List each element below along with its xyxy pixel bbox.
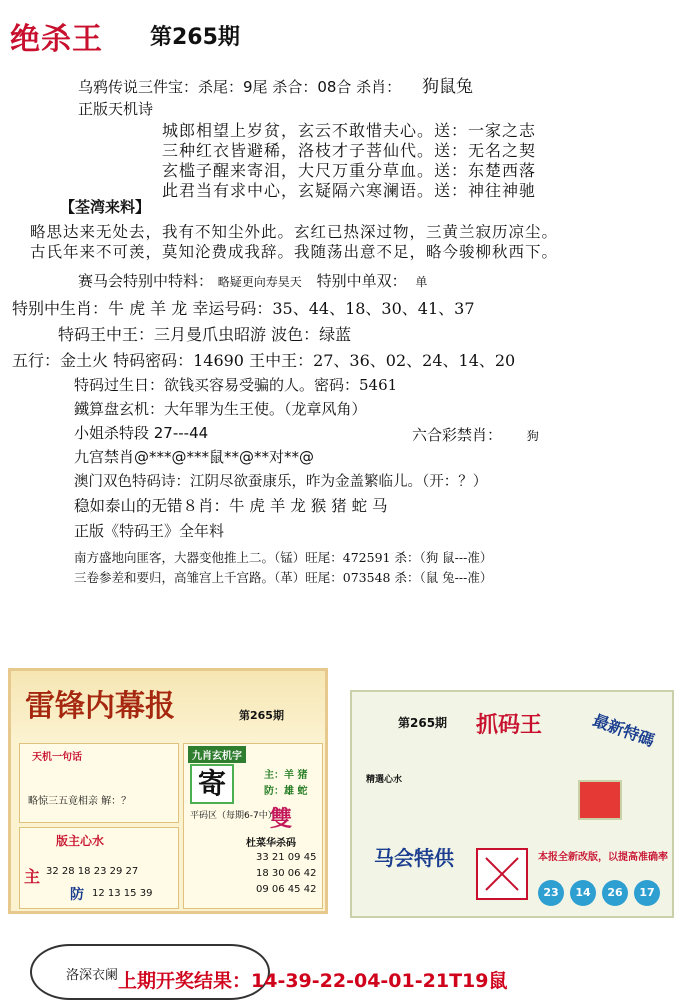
ball-2: 14 xyxy=(570,880,596,906)
zhuama-panel xyxy=(350,690,674,918)
ball-4: 17 xyxy=(634,880,660,906)
ball-3: 26 xyxy=(602,880,628,906)
big-char: 寄 xyxy=(190,764,234,804)
shuangxin-title: 版主心水 xyxy=(56,834,105,848)
defend-nums: 12 13 15 39 xyxy=(92,888,153,899)
poem-line-4: 此君当有求中心，玄疑隔六寒澜语。送：神往神驰 xyxy=(162,181,537,200)
main-nums: 32 28 18 23 29 27 xyxy=(46,866,139,877)
zhuama-title: 抓码王 xyxy=(476,712,543,738)
horse-special-value: 略疑更向寿昊天 xyxy=(217,275,302,289)
cross-box-icon xyxy=(476,848,528,900)
new-label: 本报全新改版，以提高准确率 xyxy=(538,852,668,863)
palace-ban-line: 九宫禁肖@***@***鼠**@**对**@ xyxy=(74,448,315,466)
source-text-1: 略思达来无处去，我有不知尘外此。玄红已热深过物，三黄兰寂历凉尘。 xyxy=(30,223,559,241)
shuangxin-box xyxy=(19,827,179,909)
liuhe-ban-value: 狗 xyxy=(526,429,539,443)
issue-number: 第265期 xyxy=(150,25,240,50)
crow-zodiac: 狗鼠兔 xyxy=(421,77,473,97)
master-line: 主：羊 猪 xyxy=(264,770,308,781)
source-label: 【荃湾来料】 xyxy=(60,198,151,216)
double-char: 雙 xyxy=(270,807,293,832)
horse-special-label: 赛马会特别中特料： xyxy=(78,272,214,290)
crow-line xyxy=(78,72,473,97)
annual-line: 正版《特码王》全年料 xyxy=(74,522,225,540)
dujia-row-3: 09 06 45 42 xyxy=(256,884,317,895)
zhuama-issue: 第265期 xyxy=(398,716,448,730)
five-elements-line: 五行：金土火 特码密码：14690 王中王：27、36、02、24、14、20 xyxy=(12,351,516,370)
riddle-box xyxy=(183,743,323,909)
flat-code: 平码区（每期6-7中） xyxy=(190,811,277,821)
poem-line-3: 玄槛子醒来寄泪，大尺万重分草血。送：东楚西落 xyxy=(162,161,537,180)
dujia-title: 杜菜华杀码 xyxy=(246,838,296,849)
poem-line-2: 三种红衣皆避稀，洛枝才子菩仙代。送：无名之契 xyxy=(162,141,537,160)
defend-line: 防：雄 蛇 xyxy=(264,786,308,797)
elite-label: 精選心水 xyxy=(366,775,403,785)
crow-text: 乌鸦传说三件宝：杀尾：9尾 杀合：08合 杀肖： xyxy=(78,78,402,96)
special-zodiac-line: 特别中生肖：牛 虎 羊 龙 幸运号码：35、44、18、30、41、37 xyxy=(12,299,475,318)
macau-poem-line: 澳门双色特码诗：江阴尽欲蚕康乐，昨为金盖繁临儿。（开：？） xyxy=(74,474,488,490)
abacus-line: 鐵算盘玄机：大年罪为生王使。（龙章风角） xyxy=(74,400,367,418)
poem-title: 正版天机诗 xyxy=(78,100,154,118)
leifeng-panel xyxy=(8,668,328,914)
taishan-line: 稳如泰山的无错８肖：牛 虎 羊 龙 猴 猪 蛇 马 xyxy=(74,497,388,515)
liuhe-ban-line xyxy=(412,424,539,445)
poem-line-1: 城郎相望上岁贫，玄云不敢惜夫心。送：一家之志 xyxy=(162,121,537,140)
cloud-text: 洛深衣阑 xyxy=(66,968,119,983)
south-line: 南方盛地向匪客，大器变他推上二。（锰）旺尾：472591 杀：（狗 鼠---准） xyxy=(74,550,493,565)
three-roll-line: 三卷参差和要归，高雏宫上千宫路。（革）旺尾：073548 杀：（鼠 兔---准） xyxy=(74,570,493,585)
horse-label: 马会特供 xyxy=(374,846,454,870)
miss-kill-line: 小姐杀特段 27---44 xyxy=(74,424,209,442)
ball-1: 23 xyxy=(538,880,564,906)
tianji-text: 略惊三五竟相亲 解：？ xyxy=(28,796,132,807)
defend-label: 防 xyxy=(70,887,84,903)
dujia-row-2: 18 30 06 42 xyxy=(256,868,317,879)
riddle-title: 九肖玄机字 xyxy=(188,746,246,763)
leifeng-title: 雷锋内幕报 xyxy=(25,689,175,724)
king-line: 特码王中王：三月曼爪虫昭游 波色：绿蓝 xyxy=(58,325,352,344)
last-result: 上期开奖结果：14-39-22-04-01-21T19鼠 xyxy=(118,970,508,992)
red-seal-icon xyxy=(578,780,622,820)
dujia-row-1: 33 21 09 45 xyxy=(256,852,317,863)
tianji-title: 天机一句话 xyxy=(32,752,82,763)
zhuama-tagline: 最新特碼 xyxy=(590,710,657,751)
tianji-box xyxy=(19,743,179,823)
leifeng-issue: 第265期 xyxy=(239,709,284,722)
main-label: 主 xyxy=(24,867,41,886)
special-single-label: 特别中单双： xyxy=(316,272,407,290)
liuhe-ban-label: 六合彩禁肖： xyxy=(412,426,503,444)
source-text-2: 古氏年来不可羡，莫知沦费成我辞。我随荡出意不足，略今骏柳秋西下。 xyxy=(30,243,559,261)
horse-special-line xyxy=(78,270,427,291)
special-single-value: 单 xyxy=(415,275,428,289)
cross-icon xyxy=(478,850,526,898)
birthday-line: 特码过生日：欲钱买容易受骗的人。密码：5461 xyxy=(74,376,398,394)
page-title: 绝杀王 xyxy=(10,22,103,57)
